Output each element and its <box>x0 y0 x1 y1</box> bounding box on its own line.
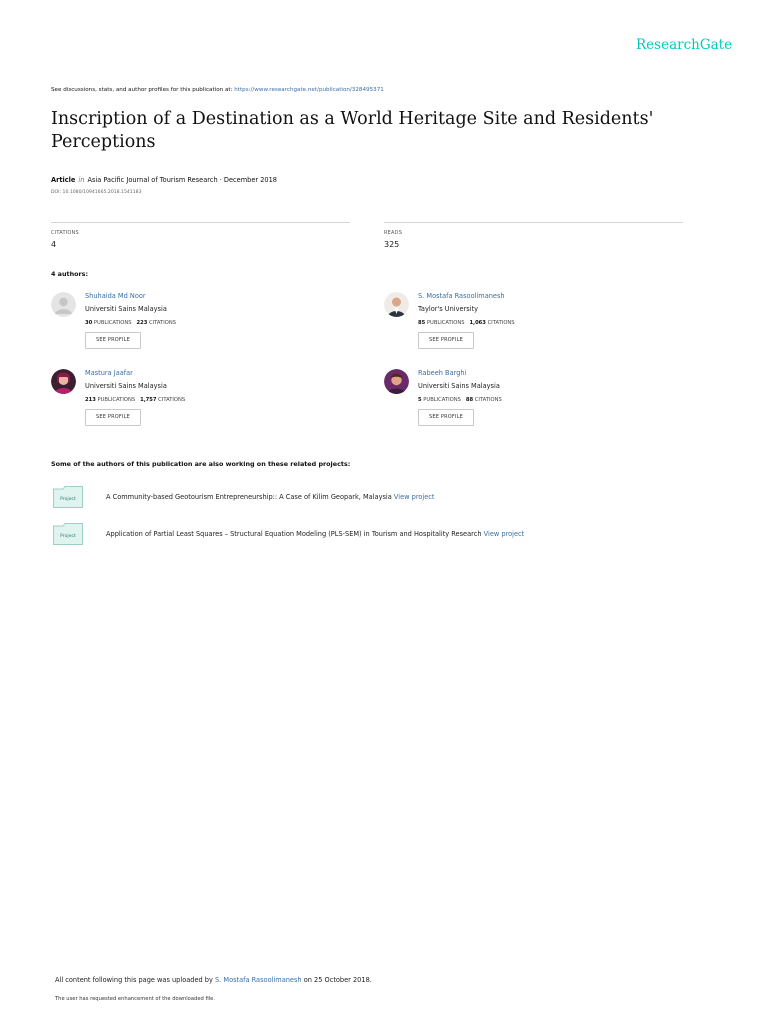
project-folder-icon[interactable] <box>53 523 83 545</box>
publications-count: 5 <box>418 397 422 403</box>
project-title: A Community-based Geotourism Entrepreneurship:: A Case of Kilim Geopark, Malaysia <box>106 493 392 501</box>
see-profile-button[interactable]: SEE PROFILE <box>418 332 474 349</box>
author-institution: Universiti Sains Malaysia <box>85 305 167 313</box>
author-name-link[interactable]: S. Mostafa Rasoolimanesh <box>418 292 505 300</box>
author-citations-label: CITATIONS <box>158 397 186 403</box>
author-card <box>384 369 684 439</box>
author-name-link[interactable]: Rabeeh Barghi <box>418 369 467 377</box>
see-profile-button[interactable]: SEE PROFILE <box>418 409 474 426</box>
author-institution: Universiti Sains Malaysia <box>85 382 167 390</box>
doi: DOI: 10.1080/10941665.2018.1541183 <box>51 190 142 195</box>
author-citations-count: 223 <box>136 320 148 326</box>
see-profile-button[interactable]: SEE PROFILE <box>85 409 141 426</box>
author-citations-label: CITATIONS <box>148 320 177 326</box>
author-stats <box>85 320 176 326</box>
reads-label: READS <box>384 230 403 236</box>
discussion-prefix: See discussions, stats, and author profiles for this publication at: <box>51 87 233 93</box>
authors-heading: 4 authors: <box>51 270 89 278</box>
publications-count: 30 <box>85 320 93 326</box>
publications-label: PUBLICATIONS <box>97 397 136 403</box>
paper-type: Article <box>51 176 76 184</box>
publication-url-link[interactable]: https://www.researchgate.net/publication/328495371 <box>234 87 384 93</box>
view-project-link[interactable]: View project <box>483 530 525 538</box>
upload-prefix: All content following this page was uploaded by <box>55 976 213 984</box>
publications-count: 85 <box>418 320 426 326</box>
avatar-placeholder-icon[interactable] <box>51 292 76 317</box>
author-citations-count: 1,063 <box>469 320 486 326</box>
project-folder-icon[interactable] <box>53 486 83 508</box>
publications-label: PUBLICATIONS <box>93 320 132 326</box>
reads-divider <box>384 222 683 223</box>
publications-label: PUBLICATIONS <box>426 320 465 326</box>
related-projects-heading: Some of the authors of this publication are also working on these related projects: <box>51 460 351 468</box>
project-title-line <box>106 530 524 538</box>
researchgate-logo[interactable]: ResearchGate <box>636 37 733 53</box>
project-title: Application of Partial Least Squares – Structural Equation Modeling (PLS-SEM) in Tourism and Hospitality Research <box>106 530 482 538</box>
publications-label: PUBLICATIONS <box>423 397 461 403</box>
author-name-link[interactable]: Shuhaida Md Noor <box>85 292 146 300</box>
paper-title: Inscription of a Destination as a World Heritage Site and Residents' Perceptions <box>51 109 654 152</box>
author-photo-icon[interactable] <box>51 369 76 394</box>
author-name-link[interactable]: Mastura Jaafar <box>85 369 133 377</box>
author-card <box>384 292 684 362</box>
author-citations-count: 1,757 <box>140 397 157 403</box>
discussion-line <box>51 87 384 93</box>
author-photo-icon[interactable] <box>384 369 409 394</box>
citations-label: CITATIONS <box>51 230 79 236</box>
author-institution: Universiti Sains Malaysia <box>418 382 500 390</box>
project-item <box>53 523 713 547</box>
author-card <box>51 292 351 362</box>
project-thumb-label: Project <box>60 534 76 539</box>
project-thumb-label: Project <box>60 497 76 502</box>
author-photo-icon[interactable] <box>384 292 409 317</box>
author-citations-count: 88 <box>465 397 474 403</box>
project-title-line <box>106 493 435 501</box>
reads-count: 325 <box>384 240 400 249</box>
enhancement-notice: The user has requested enhancement of the downloaded file. <box>55 996 216 1002</box>
author-stats <box>85 397 185 403</box>
uploader-link[interactable]: S. Mostafa Rasoolimanesh <box>215 976 302 984</box>
journal-date: Asia Pacific Journal of Tourism Research · December 2018 <box>87 176 277 184</box>
view-project-link[interactable]: View project <box>393 493 435 501</box>
in-label: in <box>78 176 85 184</box>
author-citations-label: CITATIONS <box>487 320 515 326</box>
upload-date: on 25 October 2018. <box>303 976 372 984</box>
author-stats <box>418 320 515 326</box>
paper-meta <box>51 176 277 184</box>
project-item <box>53 486 713 510</box>
author-card <box>51 369 351 439</box>
see-profile-button[interactable]: SEE PROFILE <box>85 332 141 349</box>
upload-notice <box>55 976 372 984</box>
author-citations-label: CITATIONS <box>474 397 502 403</box>
author-stats <box>418 397 502 403</box>
citations-count: 4 <box>51 240 57 249</box>
citations-divider <box>51 222 350 223</box>
publications-count: 213 <box>85 397 96 403</box>
author-institution: Taylor's University <box>418 305 479 313</box>
